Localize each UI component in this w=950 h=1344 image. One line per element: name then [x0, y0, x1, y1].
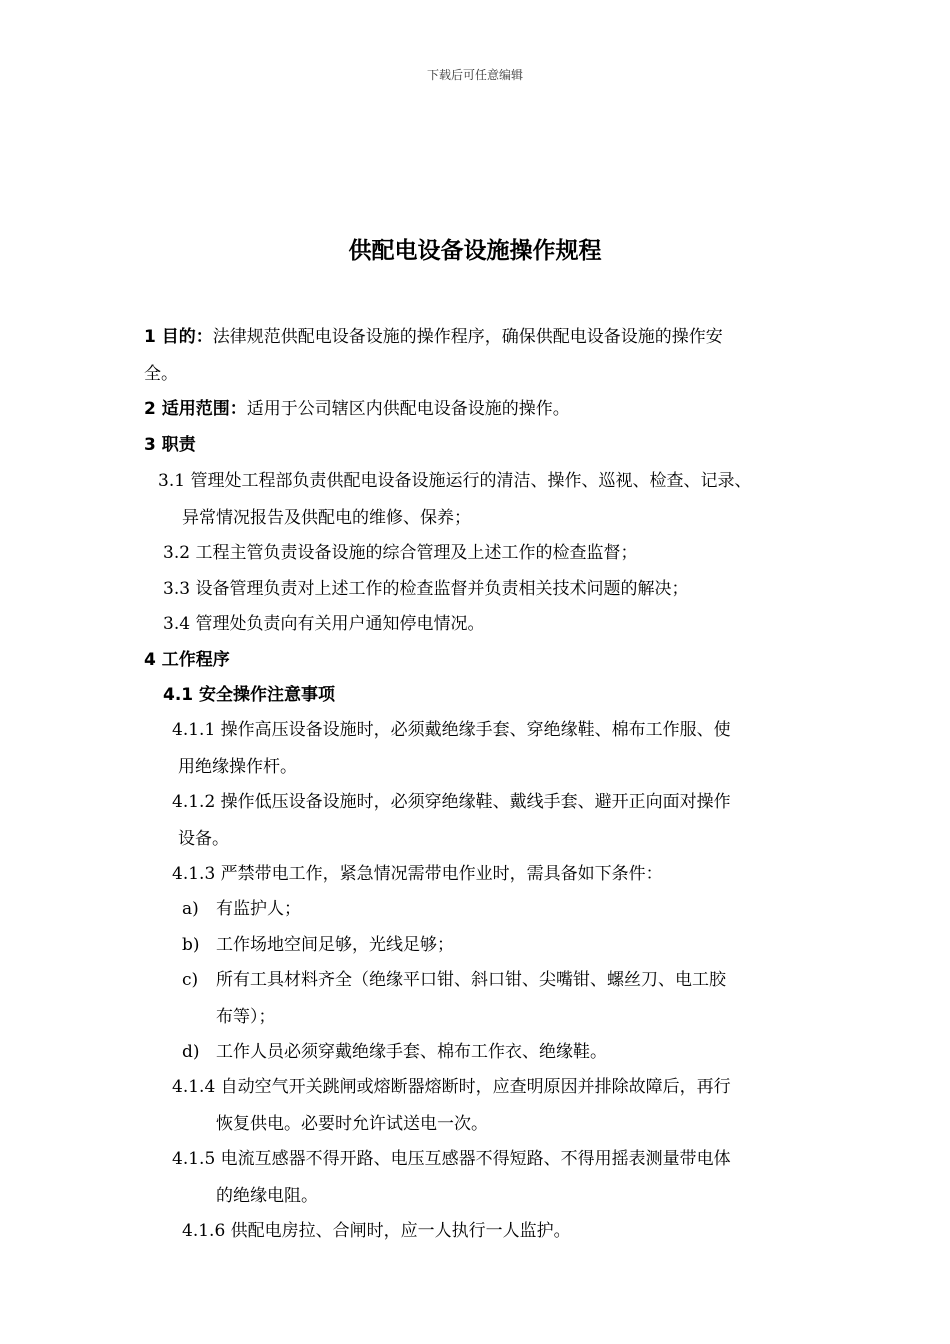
list-label-c: c): [182, 970, 199, 990]
list-item-c-continuation: 布等）；: [216, 1007, 276, 1027]
item-4-1-3: 4.1.3 严禁带电工作，紧急情况需带电作业时，需具备如下条件：: [172, 864, 663, 884]
document-title: 供配电设备设施操作规程: [348, 238, 602, 264]
section-1-line: [144, 326, 723, 348]
section-1-text: 法律规范供配电设备设施的操作程序，确保供配电设备设施的操作安: [212, 327, 723, 347]
item-4-1-5: 4.1.5 电流互感器不得开路、电压互感器不得短路、不得用摇表测量带电体: [172, 1149, 731, 1169]
item-4-1-4: 4.1.4 自动空气开关跳闸或熔断器熔断时，应查明原因并排除故障后，再行: [172, 1077, 731, 1097]
list-item-a: [182, 898, 301, 920]
list-label-a: a): [182, 899, 199, 919]
item-4-1-2-continuation: 设备。: [178, 829, 229, 849]
item-4-1-5-continuation: 的绝缘电阻。: [216, 1186, 318, 1206]
section-1-heading: 1 目的：: [144, 327, 213, 347]
item-3-4: 3.4 管理处负责向有关用户通知停电情况。: [163, 614, 485, 634]
list-text-b: 工作场地空间足够，光线足够；: [216, 935, 454, 955]
section-2-line: [144, 398, 570, 420]
section-4-heading: 4 工作程序: [144, 650, 230, 670]
item-4-1-6: 4.1.6 供配电房拉、合闸时，应一人执行一人监护。: [182, 1221, 571, 1241]
list-label-b: b): [182, 935, 200, 955]
item-4-1-1-continuation: 用绝缘操作杆。: [178, 757, 297, 777]
item-3-1: 3.1 管理处工程部负责供配电设备设施运行的清洁、操作、巡视、检查、记录、: [158, 471, 752, 491]
list-text-a: 有监护人；: [216, 899, 301, 919]
item-3-1-continuation: 异常情况报告及供配电的维修、保养；: [182, 508, 471, 528]
item-3-3: 3.3 设备管理负责对上述工作的检查监督并负责相关技术问题的解决；: [163, 579, 689, 599]
item-3-2: 3.2 工程主管负责设备设施的综合管理及上述工作的检查监督；: [163, 543, 638, 563]
item-4-1-1: 4.1.1 操作高压设备设施时，必须戴绝缘手套、穿绝缘鞋、棉布工作服、使: [172, 720, 731, 740]
section-3-heading: 3 职责: [144, 435, 196, 455]
page-header-note: 下载后可任意编辑: [426, 68, 523, 82]
list-label-d: d): [182, 1042, 200, 1062]
list-text-c: 所有工具材料齐全（绝缘平口钳、斜口钳、尖嘴钳、螺丝刀、电工胶: [216, 970, 726, 990]
section-2-heading: 2 适用范围：: [144, 399, 247, 419]
section-2-text: 适用于公司辖区内供配电设备设施的操作。: [246, 399, 570, 419]
item-4-1-4-continuation: 恢复供电。必要时允许试送电一次。: [216, 1114, 488, 1134]
item-4-1-2: 4.1.2 操作低压设备设施时，必须穿绝缘鞋、戴线手套、避开正向面对操作: [172, 792, 731, 812]
subsection-4-1-heading: 4.1 安全操作注意事项: [163, 685, 336, 705]
list-item-d: [182, 1041, 607, 1063]
list-item-b: [182, 934, 454, 956]
list-item-c: [182, 969, 726, 991]
section-1-continuation: 全。: [144, 364, 178, 384]
list-text-d: 工作人员必须穿戴绝缘手套、棉布工作衣、绝缘鞋。: [216, 1042, 607, 1062]
